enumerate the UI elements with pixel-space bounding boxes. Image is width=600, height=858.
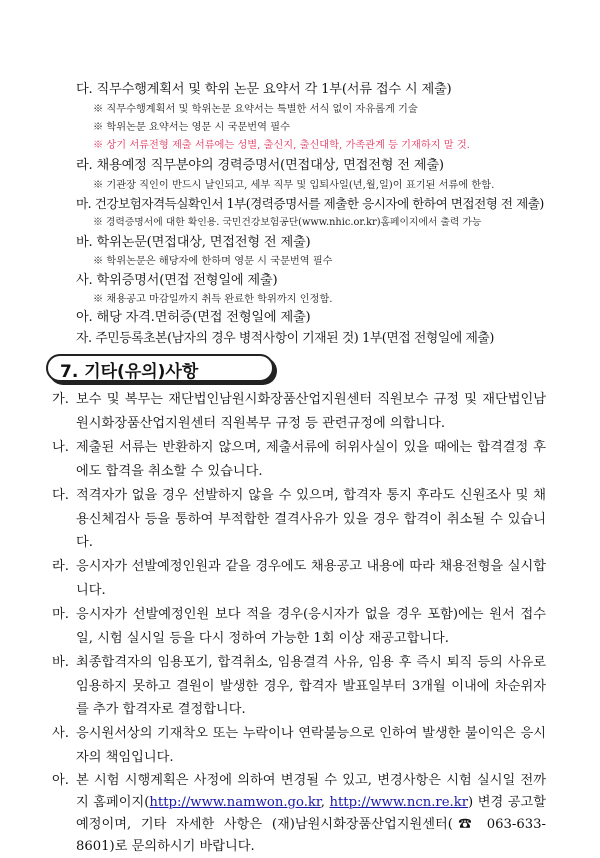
item-text: 응시자가 선발예정인원과 같을 경우에도 채용공고 내용에 따라 채용전형을 실시합니다. — [76, 559, 546, 598]
note-line: ※ 경력증명서에 대한 확인용. 국민건강보험공단(www.nhic.or.kr)홈페이지에서 출력 가능 — [93, 217, 482, 228]
list-text: 주민등록초본(남자의 경우 병적사항이 기재된 것) 1부(면접 전형일에 제출) — [95, 331, 494, 346]
list-item-a — [76, 306, 310, 325]
notice-item-ba — [52, 651, 546, 722]
list-item-ma — [76, 193, 544, 212]
ncn-homepage-link[interactable]: http://www.ncn.re.kr — [329, 795, 469, 810]
note-line-highlight: ※ 상기 서류전형 제출 서류에는 성별, 출신지, 출신대학, 가족관계 등 기재하지 말 것. — [93, 140, 470, 151]
notice-item-ra — [52, 555, 546, 602]
item-text: 본 시험 시행계획은 사정에 의하여 변경될 수 있고, 변경사항은 시험 실시일 전까지 홈페이지( — [76, 773, 546, 810]
note-line: ※ 기관장 직인이 반드시 날인되고, 세부 직무 및 입퇴사일(년,월,일)이 표기된 서류에 한함. — [93, 180, 495, 191]
list-text: 채용예정 직무분야의 경력증명서(면접대상, 면접전형 전 제출) — [96, 158, 444, 173]
item-marker: 아. — [52, 773, 69, 788]
list-item-da — [76, 78, 451, 97]
list-marker: 라. — [76, 158, 93, 173]
section-title: 7. 기타(유의)사항 — [60, 362, 199, 382]
list-text: 학위논문(면접대상, 면접전형 전 제출) — [96, 235, 311, 250]
list-text: 건강보험자격득실확인서 1부(경력증명서를 제출한 응시자에 한하여 면접전형 전 제출) — [94, 196, 544, 211]
notice-item-da — [52, 484, 546, 555]
list-marker: 마. — [76, 196, 92, 211]
note-line: ※ 학위논문 요약서는 영문 시 국문번역 필수 — [93, 122, 290, 133]
item-text: 최종합격자의 임용포기, 합격취소, 임용결격 사유, 임용 후 즉시 퇴직 등의 사유로 임용하지 못하고 결원이 발생한 경우, 합격자 발표일부터 3개월 이내에 차순위자를 추가 합격자로 결정합니다. — [76, 655, 546, 717]
item-marker: 다. — [52, 488, 69, 503]
list-item-sa — [76, 269, 277, 288]
notice-item-ga — [52, 388, 546, 435]
item-text: 보수 및 복무는 재단법인남원시화장품산업지원센터 직원보수 규정 및 재단법인남원시화장품산업지원센터 직원복무 규정 등 관련규정에 의합니다. — [76, 392, 546, 431]
list-marker: 자. — [76, 331, 92, 346]
item-text: 응시자가 선발예정인원 보다 적을 경우(응시자가 없을 경우 포함)에는 원서 접수일, 시험 실시일 등을 다시 정하여 가능한 1회 이상 재공고합니다. — [76, 607, 546, 646]
phone-icon: ☎ — [452, 817, 478, 832]
item-marker: 가. — [52, 392, 69, 407]
item-marker: 사. — [52, 726, 69, 741]
notice-item-sa — [52, 722, 546, 769]
notice-item-a — [52, 770, 547, 858]
notice-item-ma — [52, 603, 546, 650]
note-line: ※ 채용공고 마감일까지 취득 완료한 학위까지 인정함. — [93, 294, 333, 305]
item-marker: 나. — [52, 440, 69, 455]
list-text: 해당 자격.면허증(면접 전형일에 제출) — [96, 310, 311, 325]
namwon-homepage-link[interactable]: http://www.namwon.go.kr — [149, 795, 321, 810]
item-marker: 라. — [52, 559, 69, 574]
list-marker: 사. — [76, 273, 93, 288]
list-item-ra — [76, 154, 444, 173]
note-line: ※ 학위논문은 해당자에 한하며 영문 시 국문번역 필수 — [93, 256, 333, 267]
list-marker: 다. — [76, 82, 93, 97]
list-text: 직무수행계획서 및 학위 논문 요약서 각 1부(서류 접수 시 제출) — [96, 82, 452, 97]
item-marker: 바. — [52, 655, 69, 670]
item-text: 응시원서상의 기재착오 또는 누락이나 연락불능으로 인하여 발생한 불이익은 응시자의 책임입니다. — [76, 726, 546, 765]
item-text: 적격자가 없을 경우 선발하지 않을 수 있으며, 합격자 통지 후라도 신원조사 및 채용신체검사 등을 통하여 부적합한 결격사유가 있을 경우 합격이 취소될 수 있습니다. — [76, 488, 546, 550]
link-separator: , — [320, 795, 330, 810]
item-text: 제출된 서류는 반환하지 않으며, 제출서류에 허위사실이 있을 때에는 합격결정 후에도 합격을 취소할 수 있습니다. — [76, 440, 546, 479]
note-line: ※ 직무수행계획서 및 학위논문 요약서는 특별한 서식 없이 자유롭게 기술 — [93, 104, 418, 115]
list-text: 학위증명서(면접 전형일에 제출) — [96, 273, 278, 288]
notice-item-na — [52, 436, 546, 483]
item-marker: 마. — [52, 607, 69, 622]
list-item-ja — [76, 327, 494, 346]
list-marker: 아. — [76, 310, 93, 325]
item-text: ) 변경 공고할 예정이며, 기타 자세한 사항은 (재)남원시화장품산업지원센터( — [76, 795, 546, 832]
list-marker: 바. — [76, 235, 93, 250]
list-item-ba — [76, 231, 310, 250]
item-text: 063-633-8601)로 문의하시기 바랍니다. — [76, 817, 547, 854]
